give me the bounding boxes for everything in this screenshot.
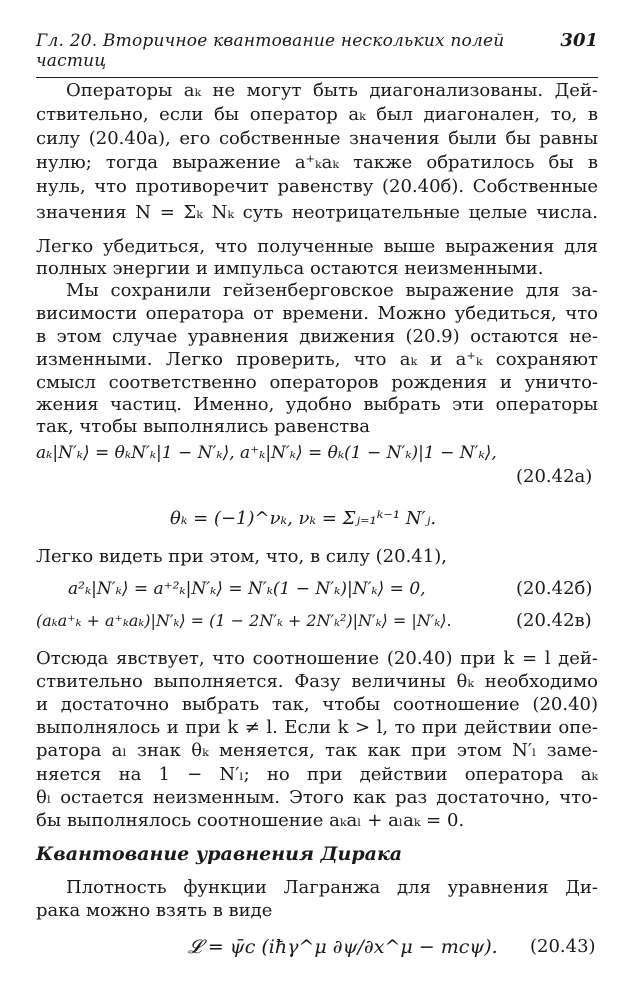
paragraph-2-line-1: Легко убедиться, что полученные выше выражения для: [36, 236, 598, 257]
paragraph-5-line-8: бы выполнялось соотношение aₖaₗ + aₗaₖ = 0.: [36, 810, 465, 831]
paragraph-5-line-1: Отсюда явствует, что соотношение (20.40) при k = l дей-: [36, 648, 598, 669]
paragraph-5-line-2: ствительно выполняется. Фазу величины θₖ необходимо: [36, 671, 598, 692]
paragraph-3-line-4: изменными. Легко проверить, что aₖ и a⁺ₖ сохраняют: [36, 349, 598, 370]
paragraph-5-line-7: θₗ остается неизменным. Этого как раз достаточно, что-: [36, 787, 598, 808]
equation-20-43: 𝓛 = ψ̄c (iħγ^μ ∂ψ/∂x^μ − mcψ).: [188, 936, 498, 958]
paragraph-5-line-3: и достаточно выбрать так, чтобы соотношение (20.40): [36, 694, 598, 715]
page-number: 301: [560, 30, 598, 51]
paragraph-1-line-5: нуль, что противоречит равенству (20.40б). Собственные: [36, 176, 598, 197]
paragraph-5-line-6: няется на 1 − N′ₗ; но при действии оператора aₖ: [36, 764, 598, 785]
paragraph-1-line-4: нулю; тогда выражение a⁺ₖaₖ также обратилось бы в: [36, 152, 598, 173]
equation-20-42v: (aₖa⁺ₖ + a⁺ₖaₖ)|N′ₖ⟩ = (1 − 2N′ₖ + 2N′ₖ²)|N′ₖ⟩ = |N′ₖ⟩.: [36, 611, 452, 630]
equation-20-42b: a²ₖ|N′ₖ⟩ = a⁺²ₖ|N′ₖ⟩ = N′ₖ(1 − N′ₖ)|N′ₖ⟩ = 0,: [68, 579, 426, 599]
chapter-title: Гл. 20. Вторичное квантование нескольких полей частиц: [36, 31, 505, 71]
paragraph-5-line-4: выполнялось и при k ≠ l. Если k > l, то при действии опе-: [36, 717, 598, 738]
running-header: [36, 30, 598, 78]
paragraph-6-line-1: Плотность функции Лагранжа для уравнения Ди-: [66, 877, 598, 898]
paragraph-3-line-5: смысл соответственно операторов рождения и уничто-: [36, 372, 598, 393]
paragraph-3-line-3: в этом случае уравнения движения (20.9) остаются не-: [36, 326, 598, 347]
section-heading: Квантование уравнения Дирака: [36, 843, 403, 865]
paragraph-1-line-1: Операторы aₖ не могут быть диагонализованы. Дей-: [66, 80, 598, 101]
equation-label-20-42v: (20.42в): [516, 610, 592, 631]
paragraph-1-line-2: ствительно, если бы оператор aₖ был диагонален, то, в: [36, 104, 598, 125]
equation-20-42a: aₖ|N′ₖ⟩ = θₖN′ₖ|1 − N′ₖ⟩, a⁺ₖ|N′ₖ⟩ = θₖ(1 − N′ₖ)|1 − N′ₖ⟩,: [36, 443, 497, 463]
paragraph-4-intro: Легко видеть при этом, что, в силу (20.41),: [36, 546, 447, 567]
equation-label-20-42a: (20.42а): [516, 466, 593, 487]
equation-label-20-43: (20.43): [530, 936, 596, 957]
paragraph-3-line-6: жения частиц. Именно, удобно выбрать эти операторы: [36, 394, 598, 415]
equation-label-20-42b: (20.42б): [516, 578, 593, 599]
paragraph-2-line-2: полных энергии и импульса остаются неизменными.: [36, 258, 544, 279]
paragraph-5-line-5: ратора aₗ знак θₖ меняется, так как при этом N′ₗ заме-: [36, 740, 598, 761]
paragraph-6-line-2: рака можно взять в виде: [36, 900, 273, 921]
paragraph-1-line-3: силу (20.40а), его собственные значения были бы равны: [36, 128, 598, 149]
paragraph-3-line-7: так, чтобы выполнялись равенства: [36, 416, 371, 437]
paragraph-3-line-2: висимости оператора от времени. Можно убедиться, что: [36, 303, 598, 324]
paragraph-3-line-1: Мы сохранили гейзенберговское выражение для за-: [66, 280, 598, 301]
paragraph-1-line-6: значения N = Σₖ Nₖ суть неотрицательные целые числа.: [36, 202, 598, 223]
equation-theta: θₖ = (−1)^νₖ, νₖ = Σⱼ₌₁ᵏ⁻¹ N′ⱼ.: [170, 508, 437, 529]
